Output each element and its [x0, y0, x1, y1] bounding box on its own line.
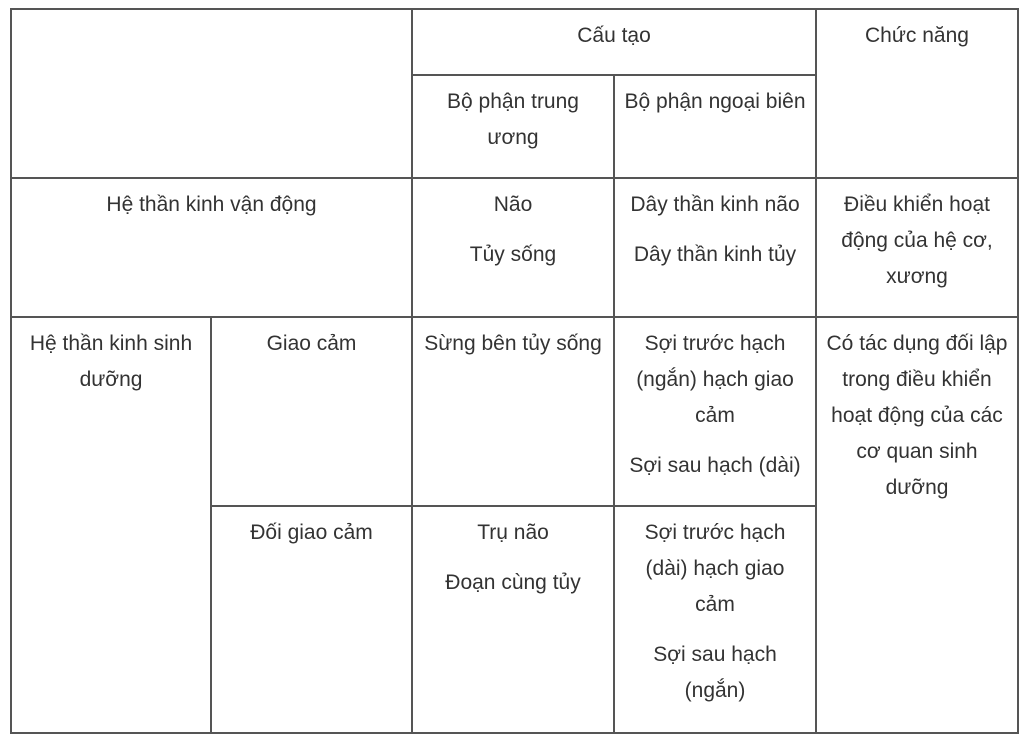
sinh-duong-label: Hệ thần kinh sinh dưỡng: [29, 332, 193, 391]
doi-giao-cam-label-cell: [211, 506, 412, 733]
header-bo-phan-ngoai-bien: [614, 75, 816, 178]
van-dong-chuc-nang: Điều khiển hoạt động của hệ cơ, xương: [841, 193, 993, 288]
doi-giao-cam-trung-uong-1: Trụ não: [477, 521, 549, 544]
header-trung-uong-label: Bộ phận trung ương: [447, 90, 579, 149]
van-dong-trung-uong-2: Tủy sống: [469, 243, 557, 266]
doi-giao-cam-trung-uong-2: Đoạn cùng tủy: [445, 571, 581, 594]
van-dong-label: Hệ thần kinh vận động: [106, 193, 317, 216]
header-bo-phan-trung-uong: [412, 75, 614, 178]
giao-cam-ngoai-bien-1: Sợi trước hạch (ngắn) hạch giao cảm: [636, 332, 794, 427]
doi-giao-cam-ngoai-bien-2: Sợi sau hạch (ngắn): [653, 643, 777, 702]
giao-cam-ngoai-bien-cell: [614, 317, 816, 506]
van-dong-ngoai-bien-1: Dây thần kinh não: [630, 193, 800, 216]
header-ngoai-bien-label: Bộ phận ngoại biên: [624, 90, 806, 113]
header-chuc-nang-label: Chức năng: [865, 24, 969, 47]
row-label-van-dong: [11, 178, 412, 317]
empty-header-cell: [11, 9, 412, 178]
van-dong-ngoai-bien-2: Dây thần kinh tủy: [633, 243, 797, 266]
giao-cam-trung-uong-cell: [412, 317, 614, 506]
giao-cam-trung-uong: Sừng bên tủy sống: [424, 332, 602, 355]
van-dong-trung-uong-cell: [412, 178, 614, 317]
row-label-sinh-duong: [11, 317, 211, 733]
nervous-system-table: [10, 8, 1019, 734]
van-dong-ngoai-bien-cell: [614, 178, 816, 317]
sinh-duong-chuc-nang-cell: [816, 317, 1018, 733]
doi-giao-cam-trung-uong-cell: [412, 506, 614, 733]
header-chuc-nang: [816, 9, 1018, 178]
van-dong-trung-uong-1: Não: [493, 193, 533, 216]
van-dong-chuc-nang-cell: [816, 178, 1018, 317]
giao-cam-label-cell: [211, 317, 412, 506]
doi-giao-cam-ngoai-bien-1: Sợi trước hạch (dài) hạch giao cảm: [644, 521, 786, 616]
doi-giao-cam-label: Đối giao cảm: [250, 521, 373, 544]
sinh-duong-chuc-nang: Có tác dụng đối lập trong điều khiển hoạt động của các cơ quan sinh dưỡng: [826, 332, 1008, 499]
header-cau-tao: [412, 9, 816, 75]
doi-giao-cam-ngoai-bien-cell: [614, 506, 816, 733]
header-cau-tao-label: Cấu tạo: [577, 24, 651, 47]
giao-cam-label: Giao cảm: [266, 332, 357, 355]
giao-cam-ngoai-bien-2: Sợi sau hạch (dài): [629, 454, 801, 477]
